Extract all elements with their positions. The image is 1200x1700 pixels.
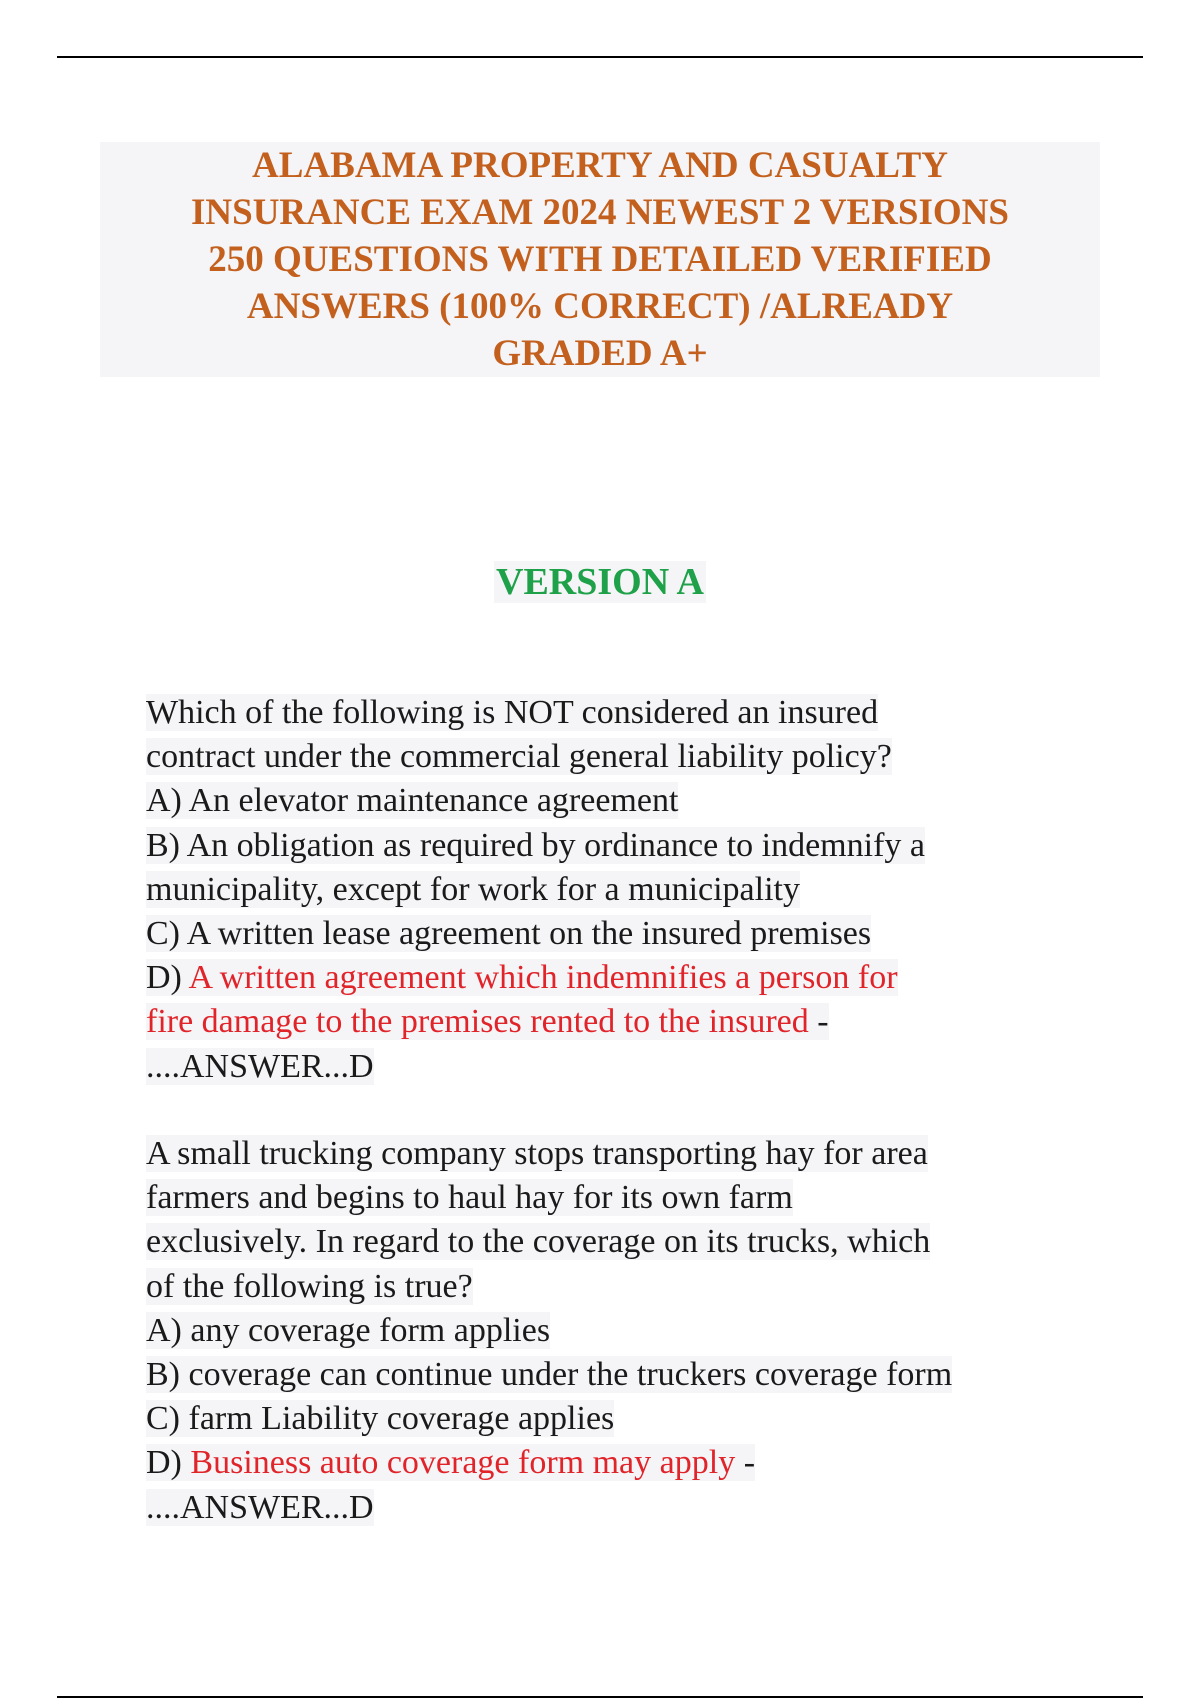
option-d-prefix: D) [146, 1444, 191, 1482]
correct-answer-text: A written agreement which indemnifies a person for [188, 959, 898, 997]
question-stem-line: farmers and begins to haul hay for its own farm [146, 1179, 793, 1217]
answer-marker: ....ANSWER...D [146, 1488, 374, 1526]
question-stem-line: A small trucking company stops transporting hay for area [146, 1135, 928, 1172]
document-title [100, 142, 1100, 377]
answer-dash: - [808, 1003, 829, 1041]
option-a: A) any coverage form applies [146, 1311, 551, 1349]
question-stem-line: contract under the commercial general liability policy? [146, 738, 892, 776]
top-rule [57, 56, 1143, 58]
option-d-prefix: D) [146, 959, 189, 997]
option-c: C) farm Liability coverage applies [146, 1400, 615, 1438]
version-heading [100, 558, 1100, 606]
option-b-line: municipality, except for work for a municipality [146, 870, 800, 908]
question-stem-line: of the following is true? [146, 1267, 473, 1305]
option-a: A) An elevator maintenance agreement [146, 782, 679, 820]
title-line: ANSWERS (100% CORRECT) /ALREADY [246, 286, 954, 327]
option-b: B) coverage can continue under the truckers coverage form [146, 1356, 953, 1394]
option-b-line: B) An obligation as required by ordinance to indemnify a [146, 826, 925, 864]
version-label: VERSION A [496, 561, 704, 603]
title-line: 250 QUESTIONS WITH DETAILED VERIFIED [208, 239, 992, 280]
correct-answer-text: fire damage to the premises rented to the insured [146, 1003, 809, 1041]
question-stem-line: exclusively. In regard to the coverage on its trucks, which [146, 1223, 931, 1261]
correct-answer-text: Business auto coverage form may apply [190, 1444, 736, 1482]
title-line: ALABAMA PROPERTY AND CASUALTY [252, 145, 948, 186]
option-c: C) A written lease agreement on the insured premises [146, 915, 872, 953]
option-d-line [146, 1441, 1086, 1485]
option-d-line [146, 1000, 1086, 1044]
question-2 [146, 1132, 1086, 1530]
question-1 [146, 691, 1086, 1089]
answer-dash: - [735, 1444, 756, 1482]
title-line: INSURANCE EXAM 2024 NEWEST 2 VERSIONS [191, 192, 1009, 233]
answer-marker: ....ANSWER...D [146, 1047, 374, 1085]
option-d-line [146, 956, 1086, 1000]
title-line: GRADED A+ [492, 333, 708, 374]
bottom-rule [57, 1696, 1143, 1698]
question-stem-line: Which of the following is NOT considered an insured [146, 694, 879, 731]
